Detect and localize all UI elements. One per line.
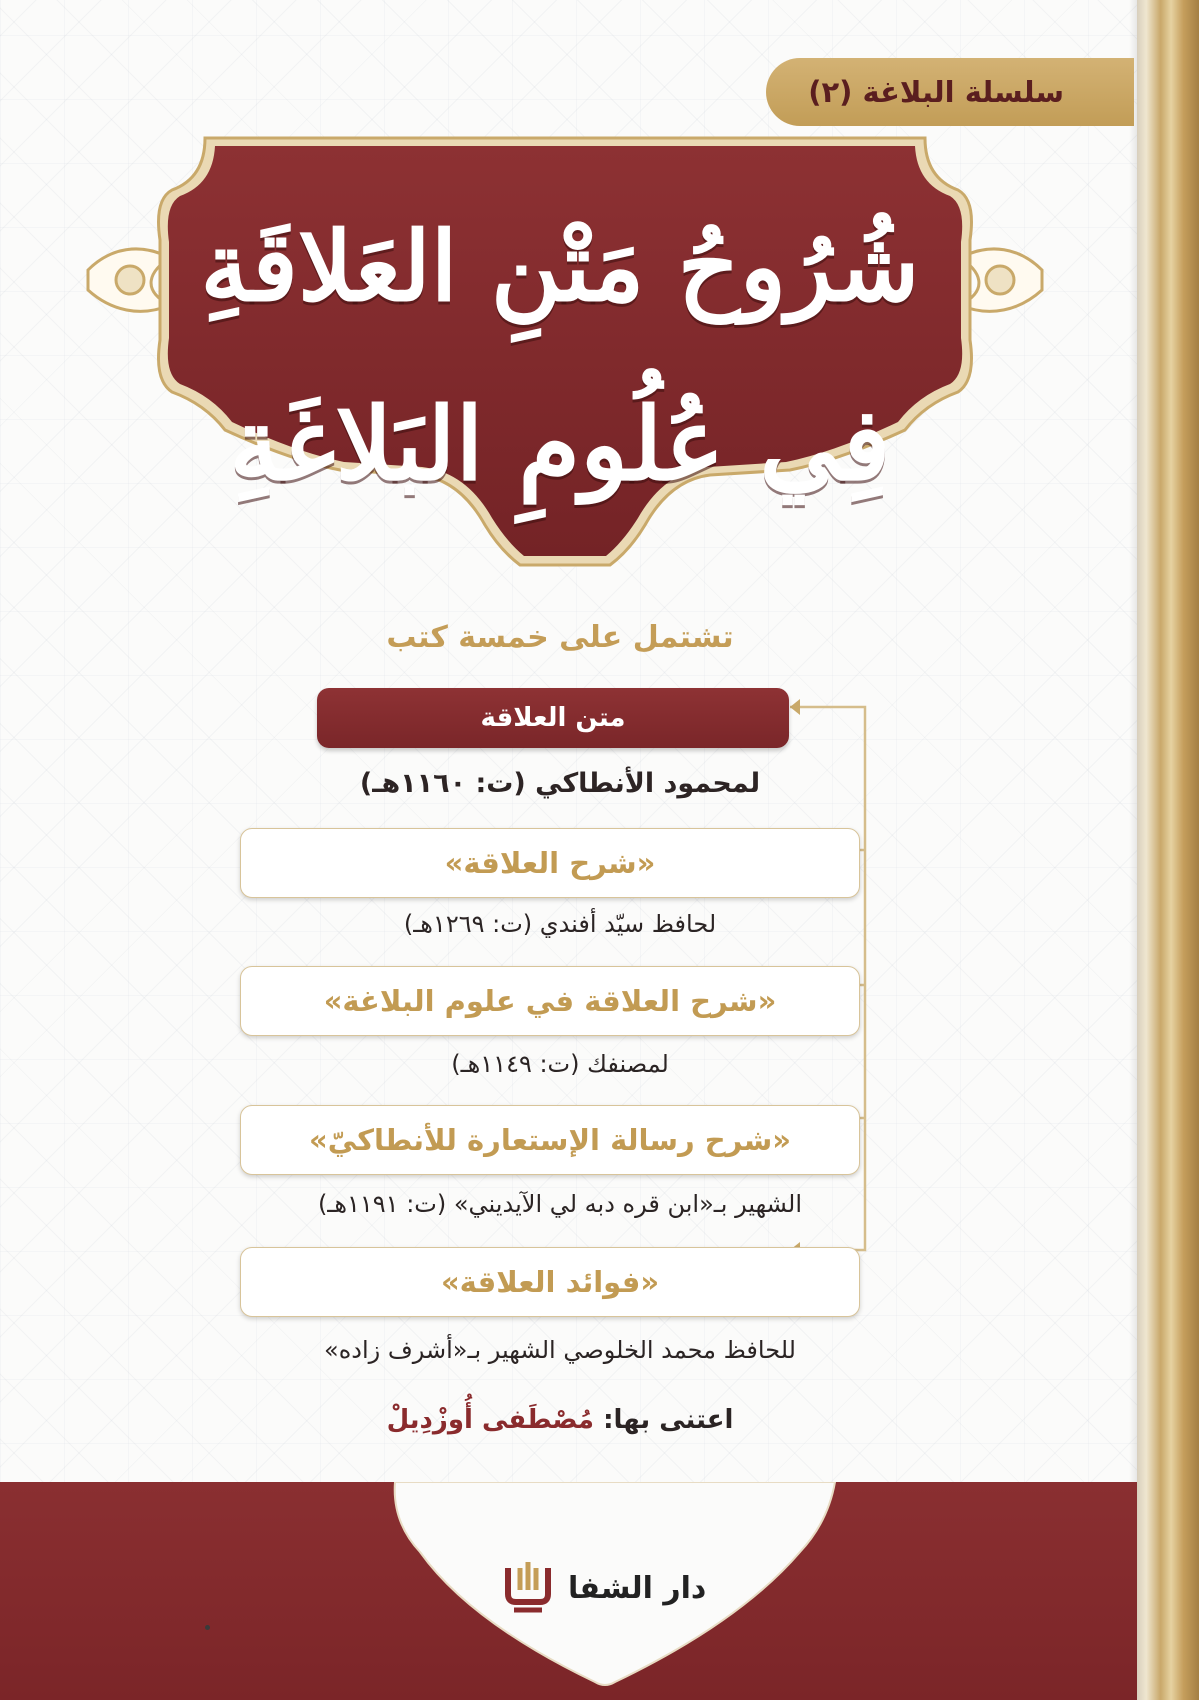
main-text-label: متن العلاقة: [317, 688, 789, 748]
book-author-3: الشهير بـ«ابن قره دبه لي الآيديني» (ت: ١١٩١هـ): [317, 1190, 803, 1218]
title-cartouche: [70, 130, 1060, 590]
subtitle: تشتمل على خمسة كتب: [386, 620, 734, 655]
title-line-1: شُرُوحُ مَتْنِ العَلاقَةِ: [200, 210, 920, 323]
series-label: سلسلة البلاغة (٢): [766, 58, 1134, 126]
editor-name: مُصْطَفى أُوزْدِيلْ: [386, 1405, 595, 1435]
book-title-1: «شرح العلاقة»: [240, 828, 860, 898]
main-text-author: لمحمود الأنطاكي (ت: ١١٦٠هـ): [359, 768, 761, 799]
book-title-4: «فوائد العلاقة»: [240, 1247, 860, 1317]
book-spine: [1137, 0, 1199, 1700]
book-title-2: «شرح العلاقة في علوم البلاغة»: [240, 966, 860, 1036]
editor-credit: [200, 1405, 920, 1435]
editor-label: اعتنى بها:: [603, 1405, 734, 1435]
book-title-3: «شرح رسالة الإستعارة للأنطاكيّ»: [240, 1105, 860, 1175]
publisher-logo-icon: [500, 1558, 556, 1618]
book-author-1: لحافظ سيّد أفندي (ت: ١٢٦٩هـ): [403, 910, 717, 938]
publisher: [500, 1558, 706, 1618]
title-line-2: فِي عُلُومِ البَلاغَةِ: [229, 385, 891, 503]
publisher-name: دار الشفا: [568, 1570, 707, 1606]
book-author-2: لمصنفك (ت: ١١٤٩هـ): [451, 1050, 669, 1078]
spine-shadow: [1129, 0, 1137, 1700]
speck: [205, 1625, 210, 1630]
book-author-4: للحافظ محمد الخلوصي الشهير بـ«أشرف زاده»: [324, 1336, 796, 1364]
